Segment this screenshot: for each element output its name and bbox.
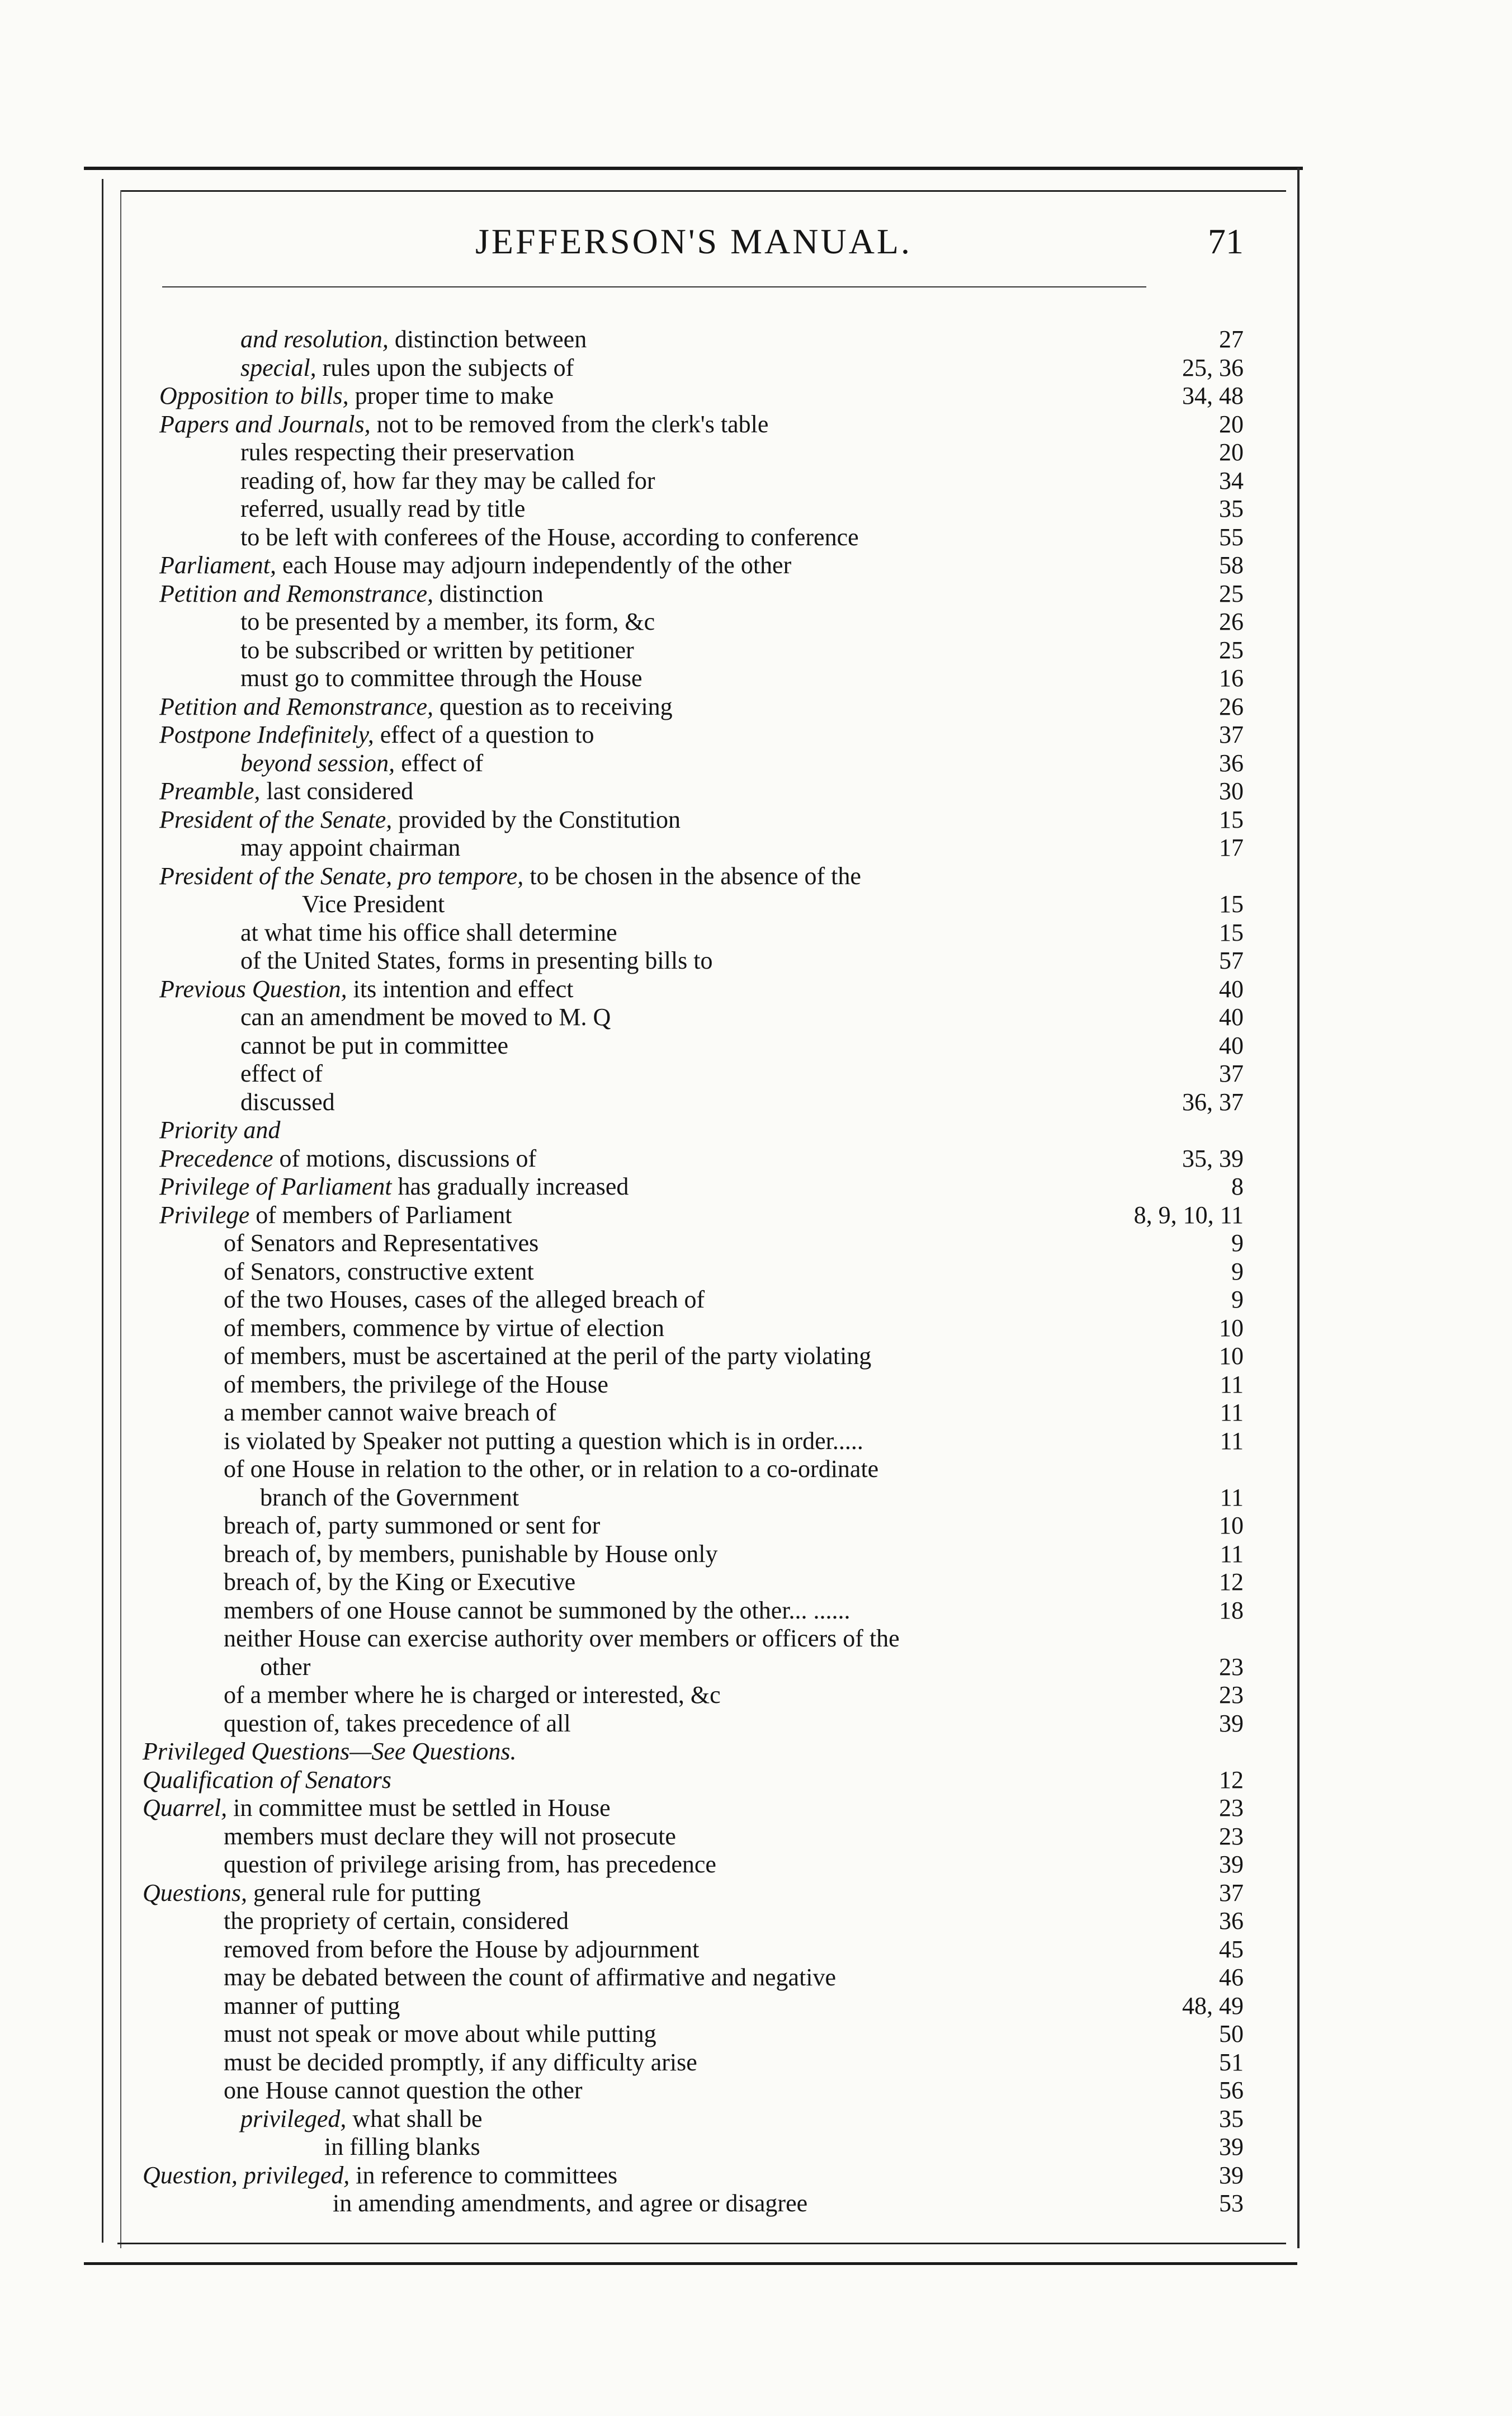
entry-heading: Previous Question, — [159, 975, 347, 1003]
entry-subject: other — [260, 1653, 311, 1681]
entry-heading: Papers and Journals, — [159, 410, 371, 438]
entry-text — [240, 664, 642, 692]
entry-text — [240, 438, 574, 466]
entry-page-ref: 23 — [1219, 1822, 1244, 1850]
index-entry — [0, 1032, 1512, 1060]
entry-subject: discussed — [240, 1088, 335, 1116]
entry-text — [240, 1060, 323, 1088]
entry-subject: must go to committee through the House — [240, 664, 642, 692]
entry-page-ref: 35 — [1219, 495, 1244, 522]
entry-heading: Questions, — [143, 1879, 247, 1907]
entry-subject: members of one House cannot be summoned by the other... ...... — [224, 1596, 850, 1624]
entry-text — [159, 1173, 629, 1201]
entry-page-ref: 11 — [1220, 1427, 1244, 1455]
entry-page-ref: 26 — [1219, 608, 1244, 635]
entry-page-ref: 40 — [1219, 1003, 1244, 1031]
entry-subject: Vice President — [302, 890, 445, 918]
index-entry — [0, 1229, 1512, 1258]
entry-text — [159, 806, 681, 834]
entry-subject: can an amendment be moved to M. Q — [240, 1003, 611, 1031]
index-entry — [0, 354, 1512, 383]
index-entry — [0, 410, 1512, 439]
entry-page-ref: 10 — [1219, 1512, 1244, 1539]
entry-page-ref: 39 — [1219, 2161, 1244, 2189]
entry-subject: last considered — [260, 777, 414, 805]
entry-subject: cannot be put in committee — [240, 1031, 508, 1059]
entry-subject: members must declare they will not prosecute — [224, 1822, 676, 1850]
entry-page-ref: 20 — [1219, 410, 1244, 438]
entry-page-ref: 10 — [1219, 1342, 1244, 1370]
entry-subject: provided by the Constitution — [392, 805, 681, 833]
index-entry — [0, 1936, 1512, 1964]
entry-page-ref: 40 — [1219, 975, 1244, 1003]
index-entry — [0, 2133, 1512, 2162]
entry-text — [224, 1512, 600, 1540]
entry-page-ref: 17 — [1219, 834, 1244, 861]
entry-page-ref: 37 — [1219, 1879, 1244, 1907]
entry-page-ref: 11 — [1220, 1370, 1244, 1398]
entry-text — [224, 1371, 608, 1399]
index-entry — [0, 1681, 1512, 1710]
entry-text — [159, 551, 791, 579]
header-rule — [162, 286, 1146, 287]
entry-heading: beyond session, — [240, 749, 395, 777]
index-entry — [0, 862, 1512, 891]
entry-text — [240, 1003, 611, 1031]
entry-heading: Opposition to bills, — [159, 382, 349, 409]
index-entry — [0, 1879, 1512, 1908]
index-entry — [0, 608, 1512, 636]
entry-text — [224, 1625, 900, 1653]
entry-text — [240, 523, 859, 551]
index-entry — [0, 777, 1512, 806]
entry-page-ref: 15 — [1219, 805, 1244, 833]
index-entry — [0, 1060, 1512, 1088]
frame-inner-bottom-rule — [117, 2243, 1286, 2244]
entry-subject: not to be removed from the clerk's table — [370, 410, 769, 438]
index-entry — [0, 1710, 1512, 1738]
entry-page-ref: 15 — [1219, 890, 1244, 918]
entry-subject: effect of — [395, 749, 484, 777]
entry-heading: President of the Senate, — [159, 805, 393, 833]
entry-subject: question of privilege arising from, has precedence — [224, 1851, 716, 1878]
index-entry — [0, 1964, 1512, 1992]
entry-heading: Petition and Remonstrance, — [159, 579, 434, 607]
entry-subject: referred, usually read by title — [240, 495, 526, 522]
page-number: 71 — [1208, 221, 1244, 261]
entry-text — [159, 410, 768, 438]
entry-text — [224, 1540, 717, 1568]
index-entry — [0, 1455, 1512, 1484]
entry-subject: reading of, how far they may be called for — [240, 466, 655, 494]
entry-text — [159, 382, 554, 410]
entry-heading: Preamble, — [159, 777, 261, 805]
entry-page-ref: 27 — [1219, 325, 1244, 353]
entry-text — [159, 1116, 280, 1144]
entry-text — [224, 2020, 656, 2048]
entry-text — [240, 947, 712, 975]
index-entry — [0, 2077, 1512, 2105]
entry-page-ref: 37 — [1219, 1060, 1244, 1087]
index-entry — [0, 2020, 1512, 2049]
index-entry — [0, 1540, 1512, 1569]
entry-page-ref: 9 — [1231, 1257, 1244, 1285]
entry-text — [224, 1597, 850, 1625]
entry-heading: Privilege of Parliament — [159, 1173, 392, 1200]
entry-page-ref: 9 — [1231, 1286, 1244, 1313]
entry-subject: general rule for putting — [247, 1879, 481, 1907]
entry-page-ref: 20 — [1219, 438, 1244, 466]
entry-page-ref: 58 — [1219, 551, 1244, 579]
frame-inner-top-rule — [120, 190, 1286, 192]
entry-subject: of the United States, forms in presenting bills to — [240, 947, 713, 974]
entry-page-ref: 23 — [1219, 1794, 1244, 1822]
index-entry — [0, 2190, 1512, 2218]
entry-page-ref: 36 — [1219, 1907, 1244, 1934]
entry-subject: to be subscribed or written by petitioner — [240, 636, 634, 664]
entry-subject: of members, the privilege of the House — [224, 1370, 608, 1398]
index-entry — [0, 890, 1512, 919]
entry-heading: Qualification of Senators — [143, 1766, 391, 1794]
entry-text — [143, 1738, 516, 1766]
entry-text — [324, 2133, 480, 2161]
entry-text — [159, 580, 544, 608]
index-entry — [0, 382, 1512, 410]
entry-page-ref: 46 — [1219, 1964, 1244, 1991]
entry-heading: special, — [240, 353, 316, 381]
index-entry — [0, 2049, 1512, 2077]
entry-page-ref: 34, 48 — [1182, 382, 1244, 409]
index-entry — [0, 1427, 1512, 1456]
entry-text — [224, 1286, 705, 1314]
entry-page-ref: 37 — [1219, 721, 1244, 748]
entry-heading: Question, privileged, — [143, 2161, 350, 2189]
entry-subject: the propriety of certain, considered — [224, 1907, 569, 1934]
entry-text — [240, 354, 574, 382]
entry-subject: breach of, by members, punishable by House only — [224, 1540, 718, 1568]
entry-text — [240, 834, 460, 862]
index-entry — [0, 1258, 1512, 1286]
entry-text — [224, 1229, 538, 1257]
index-entry — [0, 551, 1512, 580]
index-entry — [0, 947, 1512, 975]
entry-heading: Privilege — [159, 1201, 250, 1229]
index-entry — [0, 580, 1512, 608]
entry-text — [240, 749, 483, 777]
entry-text — [224, 1455, 878, 1483]
entry-subject: effect of a question to — [374, 721, 594, 748]
index-entry — [0, 1512, 1512, 1540]
entry-subject: question of, takes precedence of all — [224, 1709, 571, 1737]
entry-page-ref: 35 — [1219, 2104, 1244, 2132]
entry-text — [159, 693, 673, 721]
entry-page-ref: 25 — [1219, 636, 1244, 664]
index-entries — [0, 325, 1512, 2218]
entry-page-ref: 11 — [1220, 1540, 1244, 1568]
entry-page-ref: 11 — [1220, 1483, 1244, 1511]
index-entry — [0, 1314, 1512, 1343]
entry-text — [224, 1823, 676, 1851]
entry-page-ref: 26 — [1219, 692, 1244, 720]
entry-text — [240, 325, 587, 353]
entry-subject: may be debated between the count of affirmative and negative — [224, 1964, 837, 1991]
entry-text — [240, 608, 655, 636]
index-entry — [0, 2105, 1512, 2134]
index-entry — [0, 664, 1512, 693]
entry-heading: Privileged Questions—See Questions. — [143, 1738, 517, 1765]
entry-page-ref: 57 — [1219, 947, 1244, 974]
index-entry — [0, 834, 1512, 862]
index-entry — [0, 467, 1512, 496]
entry-subject: each House may adjourn independently of the other — [276, 551, 792, 579]
index-entry — [0, 1625, 1512, 1653]
entry-text — [240, 919, 617, 947]
entry-text — [240, 636, 634, 664]
entry-page-ref: 39 — [1219, 2133, 1244, 2160]
entry-subject: in committee must be settled in House — [227, 1794, 611, 1822]
entry-text — [302, 890, 445, 918]
entry-heading: President of the Senate, pro tempore, — [159, 862, 524, 890]
entry-text — [224, 1681, 721, 1709]
entry-text — [143, 1879, 481, 1907]
index-entry — [0, 523, 1512, 552]
entry-text — [333, 2190, 807, 2217]
entry-subject: a member cannot waive breach of — [224, 1399, 556, 1426]
entry-text — [224, 1936, 699, 1964]
entry-subject: of members, must be ascertained at the peril of the party violating — [224, 1342, 872, 1370]
entry-page-ref: 56 — [1219, 2077, 1244, 2104]
index-entry — [0, 1003, 1512, 1032]
index-entry — [0, 2162, 1512, 2190]
entry-subject: manner of putting — [224, 1992, 400, 2019]
entry-subject: of a member where he is charged or interested, &c — [224, 1681, 721, 1709]
entry-page-ref: 18 — [1219, 1596, 1244, 1624]
entry-page-ref: 35, 39 — [1182, 1144, 1244, 1172]
entry-text — [224, 2077, 583, 2104]
entry-page-ref: 25, 36 — [1182, 353, 1244, 381]
entry-page-ref: 36, 37 — [1182, 1088, 1244, 1116]
entry-subject: branch of the Government — [260, 1483, 519, 1511]
entry-page-ref: 9 — [1231, 1229, 1244, 1257]
entry-text — [224, 1427, 863, 1455]
entry-text — [159, 1201, 512, 1229]
entry-text — [224, 1907, 569, 1935]
entry-text — [159, 721, 594, 749]
entry-page-ref: 51 — [1219, 2048, 1244, 2076]
entry-subject: to be chosen in the absence of the — [523, 862, 861, 890]
entry-page-ref: 48, 49 — [1182, 1992, 1244, 2019]
frame-outer-bottom-rule — [84, 2262, 1297, 2265]
entry-text — [224, 2049, 697, 2077]
entry-subject: effect of — [240, 1060, 323, 1087]
index-entry — [0, 1766, 1512, 1795]
entry-subject: of members of Parliament — [249, 1201, 512, 1229]
frame-outer-top-rule — [84, 167, 1303, 170]
entry-heading: Postpone Indefinitely, — [159, 721, 374, 748]
entry-text — [224, 1851, 716, 1879]
index-entry — [0, 693, 1512, 721]
index-entry — [0, 1201, 1512, 1230]
entry-subject: rules upon the subjects of — [316, 353, 574, 381]
entry-subject: question as to receiving — [433, 692, 673, 720]
entry-heading: Petition and Remonstrance, — [159, 692, 434, 720]
entry-text — [224, 1710, 571, 1738]
entry-subject: what shall be — [346, 2104, 483, 2132]
entry-page-ref: 50 — [1219, 2020, 1244, 2047]
entry-text — [240, 2105, 483, 2133]
entry-text — [260, 1484, 519, 1512]
entry-text — [240, 1032, 508, 1060]
index-entry — [0, 1145, 1512, 1173]
entry-page-ref: 12 — [1219, 1568, 1244, 1596]
entry-subject: in amending amendments, and agree or disagree — [333, 2190, 808, 2217]
entry-text — [224, 1399, 556, 1427]
entry-text — [159, 1145, 536, 1173]
entry-page-ref: 34 — [1219, 466, 1244, 494]
entry-text — [224, 1568, 575, 1596]
entry-subject: to be presented by a member, its form, &c — [240, 608, 655, 635]
entry-subject: of the two Houses, cases of the alleged breach of — [224, 1286, 705, 1313]
entry-subject: in filling blanks — [324, 2133, 480, 2160]
entry-text — [143, 2162, 617, 2190]
index-entry — [0, 1173, 1512, 1201]
index-entry — [0, 1653, 1512, 1682]
entry-heading: Parliament, — [159, 551, 276, 579]
entry-heading: Quarrel, — [143, 1794, 228, 1822]
index-entry — [0, 975, 1512, 1004]
index-entry — [0, 919, 1512, 947]
entry-text — [143, 1766, 391, 1794]
entry-page-ref: 12 — [1219, 1766, 1244, 1794]
entry-page-ref: 8, 9, 10, 11 — [1133, 1201, 1244, 1229]
entry-subject: its intention and effect — [347, 975, 574, 1003]
entry-subject: may appoint chairman — [240, 834, 461, 861]
entry-text — [224, 1992, 400, 2020]
entry-page-ref: 16 — [1219, 664, 1244, 692]
entry-page-ref: 39 — [1219, 1851, 1244, 1878]
entry-subject: of Senators and Representatives — [224, 1229, 539, 1257]
entry-subject: rules respecting their preservation — [240, 438, 575, 466]
entry-heading: privileged, — [240, 2104, 347, 2132]
entry-subject: distinction — [433, 579, 544, 607]
entry-page-ref: 30 — [1219, 777, 1244, 805]
entry-subject: is violated by Speaker not putting a question which is in order..... — [224, 1427, 863, 1455]
entry-page-ref: 15 — [1219, 918, 1244, 946]
entry-page-ref: 11 — [1220, 1399, 1244, 1426]
entry-subject: distinction between — [388, 325, 587, 353]
index-entry — [0, 1851, 1512, 1879]
index-entry — [0, 438, 1512, 467]
entry-subject: breach of, party summoned or sent for — [224, 1512, 601, 1539]
entry-heading: and resolution, — [240, 325, 389, 353]
index-entry — [0, 1907, 1512, 1936]
entry-page-ref: 45 — [1219, 1935, 1244, 1963]
entry-page-ref: 8 — [1231, 1173, 1244, 1200]
index-entry — [0, 806, 1512, 834]
entry-page-ref: 10 — [1219, 1314, 1244, 1342]
entry-text — [224, 1314, 664, 1342]
entry-page-ref: 36 — [1219, 749, 1244, 777]
entry-subject: proper time to make — [348, 382, 554, 409]
entry-page-ref: 25 — [1219, 579, 1244, 607]
entry-subject: to be left with conferees of the House, according to conference — [240, 523, 859, 551]
entry-subject: one House cannot question the other — [224, 2077, 583, 2104]
index-entry — [0, 1568, 1512, 1597]
index-entry — [0, 1484, 1512, 1512]
index-entry — [0, 1992, 1512, 2021]
entry-subject: of motions, discussions of — [273, 1144, 537, 1172]
index-entry — [0, 1116, 1512, 1145]
index-entry — [0, 1738, 1512, 1766]
entry-text — [260, 1653, 310, 1681]
entry-page-ref: 55 — [1219, 523, 1244, 551]
index-entry — [0, 1597, 1512, 1625]
entry-heading: Precedence — [159, 1144, 273, 1172]
entry-text — [240, 467, 655, 495]
entry-subject: has gradually increased — [391, 1173, 629, 1200]
entry-subject: at what time his office shall determine — [240, 918, 617, 946]
entry-text — [224, 1964, 836, 1992]
entry-subject: in reference to committees — [349, 2161, 618, 2189]
entry-subject: of Senators, constructive extent — [224, 1257, 534, 1285]
entry-text — [224, 1258, 534, 1286]
entry-subject: must be decided promptly, if any difficulty arise — [224, 2048, 697, 2076]
entry-text — [159, 777, 413, 805]
index-entry — [0, 1088, 1512, 1117]
entry-page-ref: 40 — [1219, 1031, 1244, 1059]
index-entry — [0, 1286, 1512, 1314]
entry-page-ref: 23 — [1219, 1681, 1244, 1709]
entry-page-ref: 53 — [1219, 2190, 1244, 2217]
index-entry — [0, 636, 1512, 665]
running-title: JEFFERSON'S MANUAL. — [475, 221, 912, 261]
index-entry — [0, 1794, 1512, 1823]
index-entry — [0, 749, 1512, 778]
entry-subject: of one House in relation to the other, or in relation to a co-ordinate — [224, 1455, 879, 1483]
index-entry — [0, 325, 1512, 354]
entry-text — [143, 1794, 611, 1822]
entry-subject: must not speak or move about while putting — [224, 2020, 656, 2047]
entry-text — [159, 862, 861, 890]
entry-text — [240, 1088, 335, 1116]
index-entry — [0, 1399, 1512, 1427]
entry-text — [159, 975, 574, 1003]
entry-subject: breach of, by the King or Executive — [224, 1568, 576, 1596]
index-entry — [0, 495, 1512, 523]
entry-heading: Priority and — [159, 1116, 281, 1144]
entry-subject: neither House can exercise authority over members or officers of the — [224, 1625, 900, 1652]
index-entry — [0, 1371, 1512, 1399]
entry-page-ref: 39 — [1219, 1709, 1244, 1737]
index-entry — [0, 1342, 1512, 1371]
entry-subject: removed from before the House by adjournment — [224, 1935, 700, 1963]
entry-text — [224, 1342, 871, 1370]
entry-text — [240, 495, 525, 523]
entry-page-ref: 23 — [1219, 1653, 1244, 1681]
index-entry — [0, 721, 1512, 749]
entry-subject: of members, commence by virtue of election — [224, 1314, 665, 1342]
index-entry — [0, 1823, 1512, 1851]
